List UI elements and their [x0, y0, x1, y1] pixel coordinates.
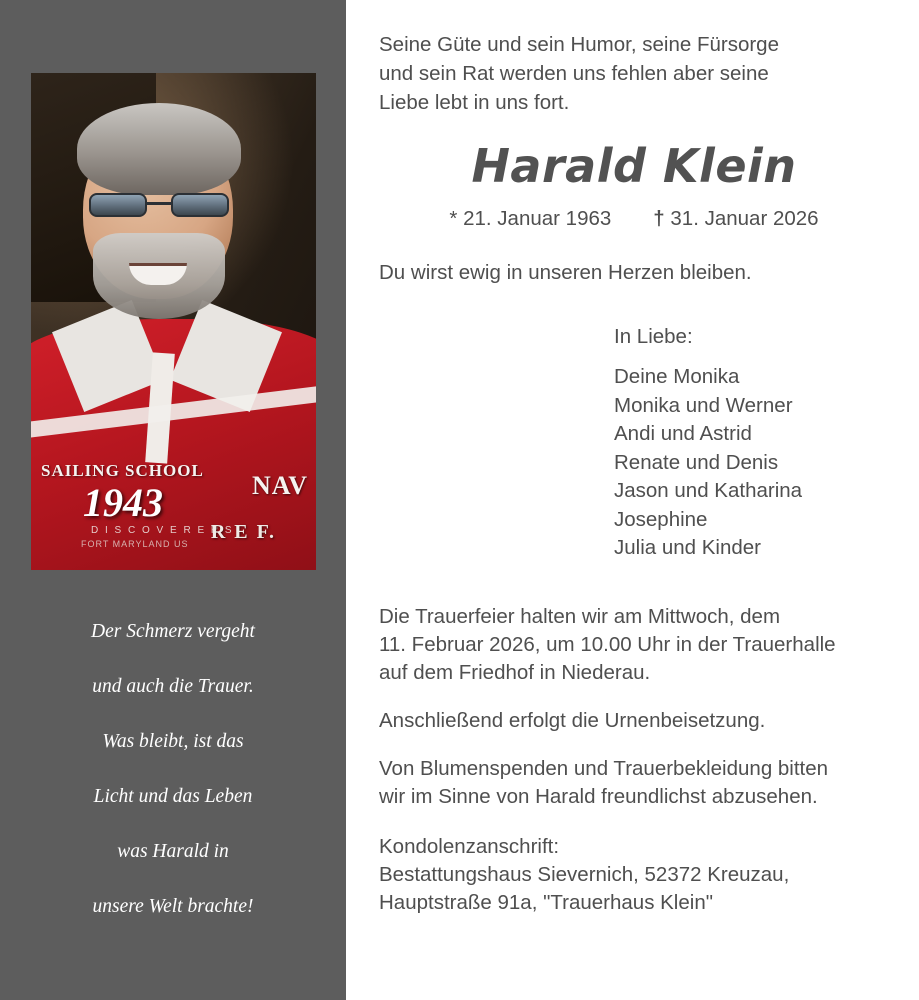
- intro-text: [379, 30, 889, 117]
- photo-lens-right: [171, 193, 229, 217]
- birth-star-icon: *: [449, 207, 458, 230]
- shirt-text-top: SAILING SCHOOL: [41, 461, 204, 480]
- poem-line-4: Licht und das Leben: [93, 786, 253, 807]
- photo-sunglasses: [89, 193, 229, 219]
- ceremony-line-3: auf dem Friedhof in Niederau.: [379, 660, 651, 684]
- condolence-address: [379, 833, 889, 917]
- photo-hair: [77, 103, 241, 195]
- ceremony-details: [379, 603, 889, 687]
- shirt-year: 1943: [83, 480, 163, 525]
- condolence-line-1: Bestattungshaus Sievernich, 52372 Kreuzau,: [379, 862, 790, 886]
- right-panel: [346, 0, 919, 1000]
- mourner-7: Julia und Kinder: [614, 536, 762, 559]
- poem-line-2: und auch die Trauer.: [92, 676, 254, 697]
- interment-note: [379, 707, 889, 735]
- shirt-text-right: NAV: [252, 471, 308, 500]
- portrait-photo: [31, 73, 316, 570]
- death-date-value: 31. Januar 2026: [670, 207, 819, 230]
- poem: [0, 604, 346, 934]
- shirt-text-small2: FORT MARYLAND US: [81, 539, 189, 549]
- life-dates: [379, 207, 889, 231]
- birth-date-value: 21. Januar 1963: [463, 207, 612, 230]
- ceremony-line-2: 11. Februar 2026, um 10.00 Uhr in der Trauerhalle: [379, 632, 836, 656]
- condolence-line-2: Hauptstraße 91a, "Trauerhaus Klein": [379, 890, 713, 914]
- birth-date: [449, 207, 611, 231]
- mourners-list: [379, 363, 889, 563]
- shirt-text-ref: R E F.: [210, 521, 276, 543]
- intro-line-3: Liebe lebt in uns fort.: [379, 91, 570, 114]
- condolence-heading: Kondolenzanschrift:: [379, 834, 560, 858]
- interment-line-1: Anschließend erfolgt die Urnenbeisetzung.: [379, 708, 766, 732]
- intro-line-2: und sein Rat werden uns fehlen aber seine: [379, 62, 769, 85]
- mourner-4: Renate und Denis: [614, 450, 779, 474]
- memorial-line: Du wirst ewig in unseren Herzen bleiben.: [379, 261, 752, 284]
- death-date: [653, 207, 818, 231]
- mourner-3: Andi und Astrid: [614, 422, 752, 445]
- poem-line-6: unsere Welt brachte!: [92, 896, 254, 917]
- flowers-line-1: Von Blumenspenden und Trauerbekleidung bitten: [379, 756, 829, 780]
- mourner-1: Deine Monika: [614, 365, 740, 388]
- poem-line-5: was Harald in: [117, 841, 229, 862]
- mourners-heading: In Liebe:: [614, 325, 693, 348]
- mourner-5: Jason und Katharina: [614, 479, 803, 502]
- photo-glasses-bridge: [147, 202, 171, 205]
- flowers-line-2: wir im Sinne von Harald freundlichst abzusehen.: [379, 784, 818, 808]
- ceremony-line-1: Die Trauerfeier halten wir am Mittwoch, dem: [379, 604, 781, 628]
- shirt-text-small: D I S C O V E R E R S: [91, 525, 234, 536]
- poem-line-1: Der Schmerz vergeht: [91, 621, 255, 642]
- deceased-name: Harald Klein: [471, 139, 797, 193]
- mourner-6: Josephine: [614, 507, 708, 531]
- flowers-note: [379, 755, 889, 811]
- intro-line-1: Seine Güte und sein Humor, seine Fürsorge: [379, 33, 779, 56]
- cross-icon: †: [653, 207, 665, 230]
- photo-lens-left: [89, 193, 147, 217]
- left-panel: [0, 0, 346, 1000]
- portrait-photo-frame: [31, 73, 316, 570]
- mourner-2: Monika und Werner: [614, 393, 793, 417]
- poem-line-3: Was bleibt, ist das: [102, 731, 244, 752]
